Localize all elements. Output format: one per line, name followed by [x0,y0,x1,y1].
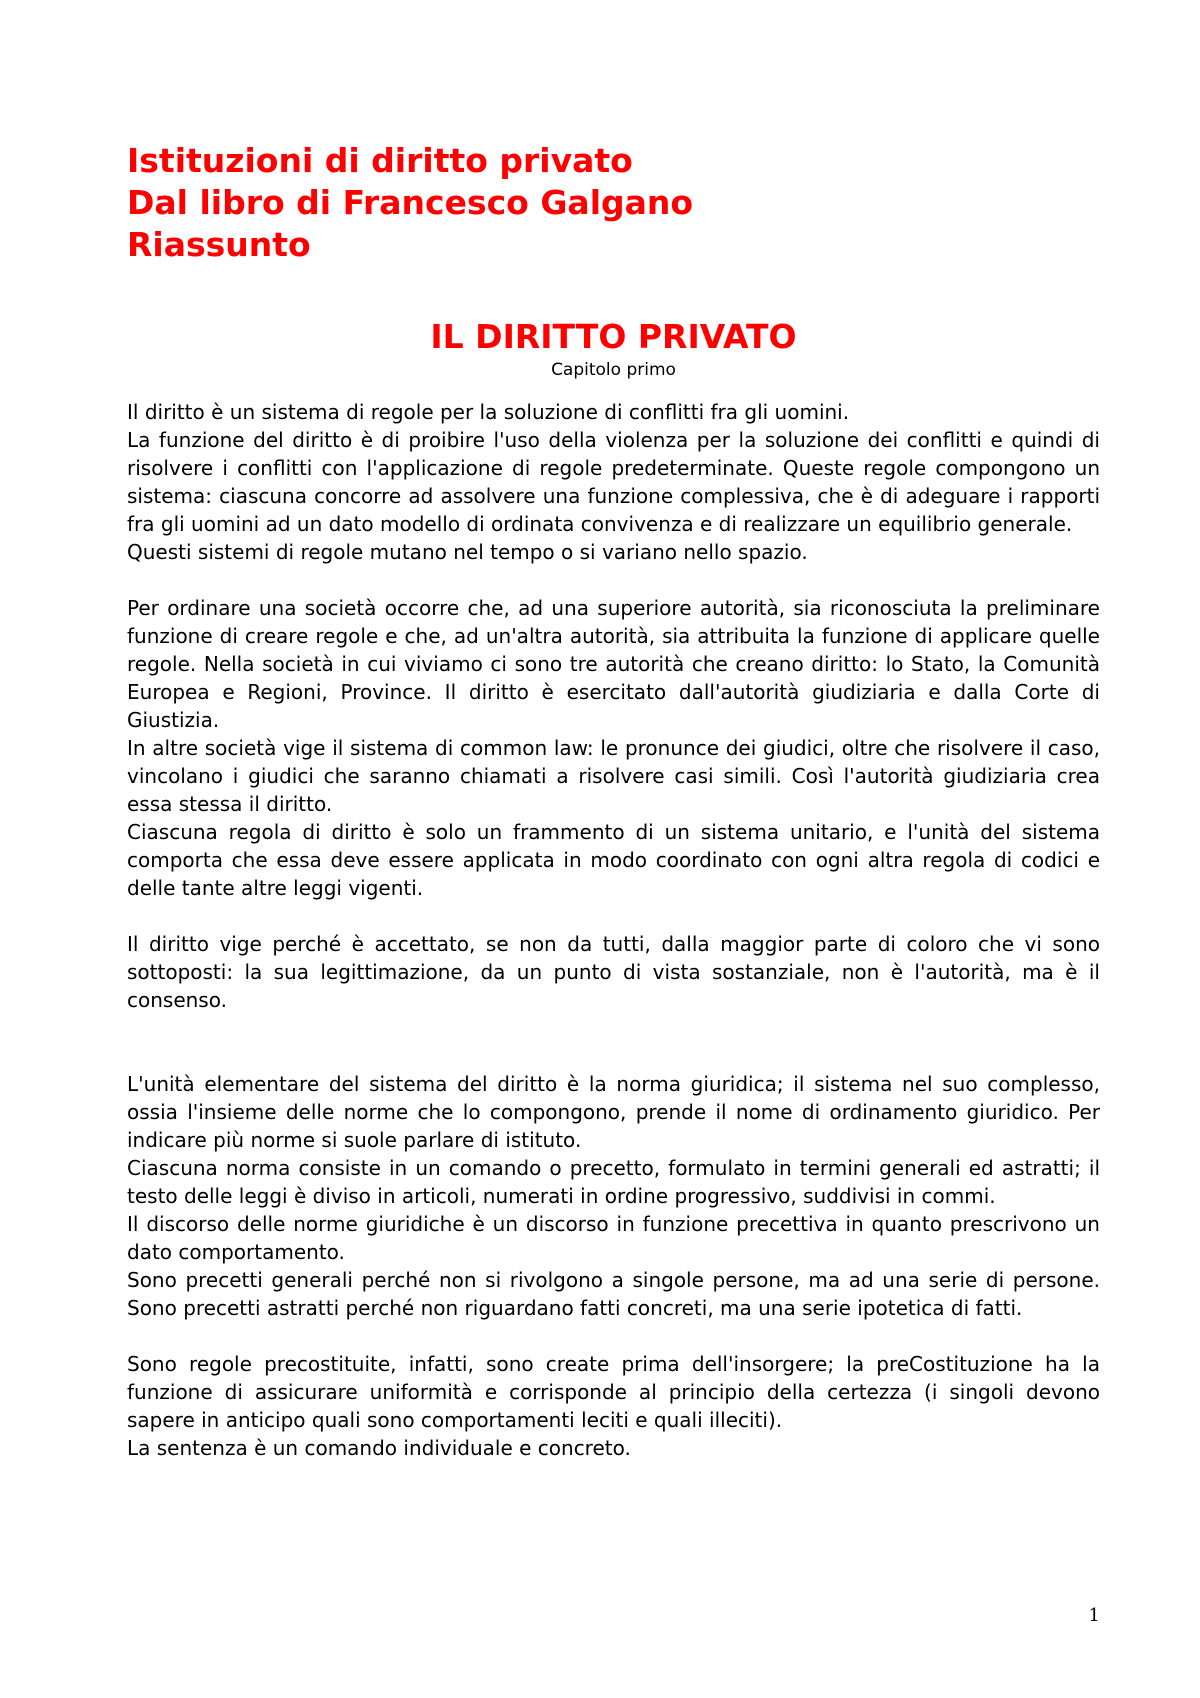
paragraph: Il discorso delle norme giuridiche è un discorso in funzione precettiva in quanto prescrivono un dato comportamento. [127,1212,1100,1264]
paragraph: Questi sistemi di regole mutano nel tempo o si variano nello spazio. [127,540,808,564]
paragraph-spacer [127,1014,1100,1070]
paragraph: Sono regole precostituite, infatti, sono create prima dell'insorgere; la preCostituzione ha la funzione di assicurare uniformità e corrisponde al principio della certezza (i singoli devono sapere in anticipo quali sono comportamenti leciti e quali illeciti). [127,1352,1100,1432]
paragraph: Il diritto vige perché è accettato, se non da tutti, dalla maggior parte di coloro che vi sono sottoposti: la sua legittimazione, da un punto di vista sostanziale, non è l'autorità, ma è il consenso. [127,932,1100,1012]
paragraph: Ciascuna regola di diritto è solo un frammento di un sistema unitario, e l'unità del sistema comporta che essa deve essere applicata in modo coordinato con ogni altra regola di codici e delle tante altre leggi vigenti. [127,820,1100,900]
chapter-subtitle: Capitolo primo [551,360,676,380]
paragraph: Per ordinare una società occorre che, ad una superiore autorità, sia riconosciuta la preliminare funzione di creare regole e che, ad un'altra autorità, sia attribuita la funzione di applicare quelle regole. Nella società in cui viviamo ci sono tre autorità che creano diritto: lo Stato, la Comunità Europea e Regioni, Province. Il diritto è esercitato dall'autorità giudiziaria e dalla Corte di Giustizia. [127,596,1100,732]
document-body [127,398,1100,1462]
paragraph: In altre società vige il sistema di common law: le pronunce dei giudici, oltre che risolvere il caso, vincolano i giudici che saranno chiamati a risolvere casi simili. Così l'autorità giudiziaria crea essa stessa il diritto. [127,736,1100,816]
page-number: 1 [1088,1605,1100,1626]
paragraph-spacer [127,902,1100,930]
document-title-line: Dal libro di Francesco Galgano [127,183,694,222]
paragraph: L'unità elementare del sistema del diritto è la norma giuridica; il sistema nel suo complesso, ossia l'insieme delle norme che lo compongono, prende il nome di ordinamento giuridico. Per indicare più norme si suole parlare di istituto. [127,1072,1100,1152]
paragraph: Il diritto è un sistema di regole per la soluzione di conflitti fra gli uomini. [127,400,850,424]
document-page [127,140,1100,1462]
paragraph-spacer [127,1322,1100,1350]
paragraph-spacer [127,566,1100,594]
paragraph: La funzione del diritto è di proibire l'uso della violenza per la soluzione dei conflitti e quindi di risolvere i conflitti con l'applicazione di regole predeterminate. Queste regole compongono un sistema: ciascuna concorre ad assolvere una funzione complessiva, che è di adeguare i rapporti fra gli uomini ad un dato modello di ordinata convivenza e di realizzare un equilibrio generale. [127,428,1100,536]
paragraph: Sono precetti generali perché non si rivolgono a singole persone, ma ad una serie di persone. Sono precetti astratti perché non riguardano fatti concreti, ma una serie ipotetica di fatti. [127,1268,1100,1320]
document-title-line: Istituzioni di diritto privato [127,141,633,180]
paragraph: Ciascuna norma consiste in un comando o precetto, formulato in termini generali ed astratti; il testo delle leggi è diviso in articoli, numerati in ordine progressivo, suddivisi in commi. [127,1156,1100,1208]
document-title-line: Riassunto [127,225,311,264]
paragraph: La sentenza è un comando individuale e concreto. [127,1436,631,1460]
document-title [127,140,1100,266]
chapter-title: IL DIRITTO PRIVATO [430,317,797,356]
